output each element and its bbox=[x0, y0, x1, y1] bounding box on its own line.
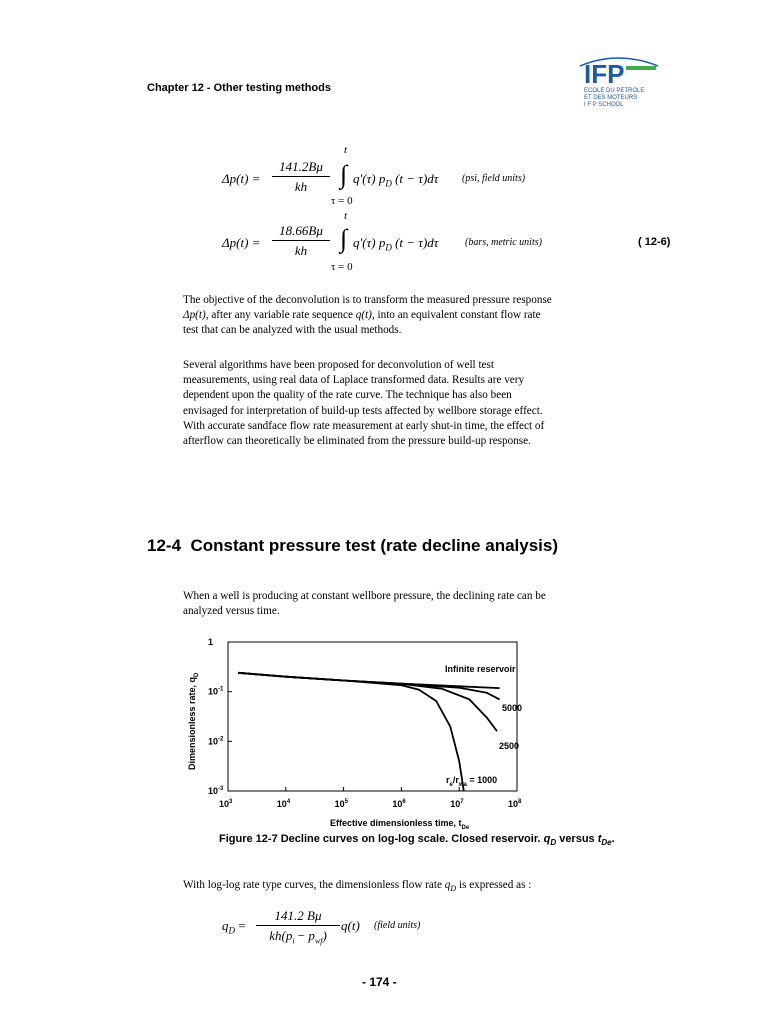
paragraph-constant-pressure bbox=[183, 589, 683, 619]
section-title: Constant pressure test (rate decline analysis) bbox=[190, 536, 559, 555]
paragraph-qd-definition bbox=[183, 878, 683, 896]
p2-line: envisaged for interpretation of build-up tests affected by wellbore storage effect. bbox=[183, 404, 543, 417]
p2-line: dependent upon the quality of the rate curve. The technique has also been bbox=[183, 389, 512, 402]
x-tick-label: $10^3$ bbox=[219, 799, 233, 809]
eq2-lower-limit: τ = 0 bbox=[331, 261, 353, 273]
series-label-infinite: Infinite reservoir bbox=[445, 664, 516, 674]
eq1-denominator: kh bbox=[294, 179, 308, 194]
y-tick-label: $10^{-2}$ bbox=[208, 736, 224, 747]
eq2-integrand-head: q'(τ) p bbox=[353, 235, 386, 250]
eq1-upper-limit: t bbox=[344, 144, 348, 156]
eq2-numerator: 18.66Bμ bbox=[272, 223, 330, 241]
p2-line: Several algorithms have been proposed for deconvolution of well test bbox=[183, 359, 494, 371]
eq2-integral-sign: ∫ bbox=[340, 224, 348, 253]
figure-caption bbox=[219, 833, 615, 847]
qd-den-i: i bbox=[292, 936, 295, 946]
eq2-integrand bbox=[353, 235, 438, 253]
p4-var-q: q bbox=[444, 879, 451, 891]
p4-var-sub: D bbox=[450, 884, 457, 894]
paragraph-deconvolution-objective bbox=[183, 293, 683, 339]
caption-q: q bbox=[543, 833, 551, 845]
equation-number: ( 12-6) bbox=[638, 236, 671, 248]
ifp-school-logo bbox=[578, 52, 660, 108]
decline-curve-1000 bbox=[238, 673, 464, 791]
p1-line1: The objective of the deconvolution is to transform the measured pressure response bbox=[183, 294, 552, 306]
qd-den-p: p bbox=[285, 928, 293, 943]
series-label-2500: 2500 bbox=[499, 741, 520, 751]
qd-numerator: 141.2 Bμ bbox=[256, 908, 340, 926]
qd-den-wf: wf bbox=[314, 936, 323, 946]
qd-den-p2: p bbox=[308, 928, 315, 943]
eq2-upper-limit: t bbox=[344, 210, 348, 222]
p2-line: With accurate sandface flow rate measurement at early shut-in time, the effect of bbox=[183, 419, 545, 432]
p1-line3: test that can be analyzed with the usual methods. bbox=[183, 324, 402, 337]
p4-text: With log-log rate type curves, the dimensionless flow rate bbox=[183, 879, 445, 891]
series-label-5000: 5000 bbox=[502, 703, 523, 713]
y-axis-label: Dimensionless rate, $q_D$ bbox=[187, 672, 200, 770]
y-tick-label: $10^{-1}$ bbox=[208, 686, 224, 697]
logo-line3: I F P SCHOOL bbox=[584, 102, 624, 108]
qd-lhs-q: q bbox=[222, 918, 229, 933]
qd-den-minus: − bbox=[297, 928, 306, 943]
decline-curves-chart bbox=[180, 630, 560, 830]
eq1-lhs: Δp(t) = bbox=[222, 171, 261, 186]
eq1-integral-sign: ∫ bbox=[340, 160, 348, 189]
y-tick-label: $10^{-3}$ bbox=[208, 786, 224, 796]
qd-fraction bbox=[256, 908, 340, 946]
eq1-integrand-sub: D bbox=[385, 178, 392, 189]
logo-line2: ET DES MOTEURS bbox=[584, 95, 638, 101]
eq1-lower-limit: τ = 0 bbox=[331, 195, 353, 207]
qd-den-kh: kh bbox=[269, 928, 282, 943]
section-heading bbox=[147, 536, 558, 556]
eq1-numerator: 141.2Bμ bbox=[272, 159, 330, 177]
series-label-1000: $r_e/r_{wa} = 1000$ bbox=[446, 775, 498, 788]
p1-line2 bbox=[183, 308, 683, 323]
x-tick-label: $10^5$ bbox=[334, 799, 348, 809]
p2-line: measurements, using real data of Laplace transformed data. Results are very bbox=[183, 374, 525, 387]
qd-equals: = bbox=[238, 918, 246, 933]
p3-line: When a well is producing at constant wellbore pressure, the declining rate can be bbox=[183, 590, 546, 602]
caption-t-sub: De bbox=[601, 838, 612, 848]
logo-stripe bbox=[626, 66, 656, 70]
p1-text2: , into an equivalent constant flow rate bbox=[371, 309, 541, 322]
qd-lhs-sub: D bbox=[228, 925, 235, 936]
qd-denominator: $kh(p_i - p_{wf})$ bbox=[269, 928, 327, 946]
eq2-integrand-sub: D bbox=[385, 242, 392, 253]
x-axis-label: Effective dimensionless time, $t_{De}$ bbox=[330, 818, 470, 830]
caption-q-sub: D bbox=[550, 838, 557, 848]
p3-line: analyzed versus time. bbox=[183, 605, 280, 618]
y-tick-label: 1 bbox=[208, 637, 214, 647]
chapter-title: Chapter 12 - Other testing methods bbox=[147, 82, 331, 94]
qd-unit: (field units) bbox=[374, 920, 421, 931]
logo-mark: IFP bbox=[584, 59, 625, 89]
eq1-integrand-tail: (t − τ)dτ bbox=[395, 171, 439, 186]
logo-line1: ECOLE DU PETROLE bbox=[584, 88, 645, 94]
eq1-integrand-head: q'(τ) p bbox=[353, 171, 386, 186]
eq2-integrand-tail: (t − τ)dτ bbox=[395, 235, 439, 250]
p1-var-dp: Δp(t) bbox=[183, 309, 206, 322]
x-tick-label: $10^6$ bbox=[392, 799, 406, 809]
p4-tail: is expressed as : bbox=[456, 879, 532, 891]
plot-area bbox=[187, 637, 522, 830]
caption-versus: versus bbox=[556, 833, 598, 845]
eq2-fraction bbox=[272, 223, 330, 259]
eq2-denominator: kh bbox=[294, 243, 308, 258]
x-tick-label: $10^4$ bbox=[276, 799, 291, 809]
eq2-unit: (bars, metric units) bbox=[465, 237, 542, 248]
caption-end: . bbox=[611, 833, 615, 845]
qd-lhs bbox=[222, 918, 246, 936]
p2-line: afterflow can theoretically be eliminated from the pressure build-up response. bbox=[183, 435, 531, 448]
qd-rhs: q(t) bbox=[341, 918, 360, 933]
eq1-unit: (psi, field units) bbox=[462, 173, 526, 184]
caption-text: Figure 12-7 Decline curves on log-log scale. Closed reservoir. bbox=[219, 833, 544, 845]
paragraph-algorithms bbox=[183, 358, 683, 449]
eq1-fraction bbox=[272, 159, 330, 195]
eq2-lhs: Δp(t) = bbox=[222, 235, 261, 250]
page-number: - 174 - bbox=[362, 975, 397, 989]
p1-text1: , after any variable rate sequence bbox=[205, 309, 356, 322]
x-tick-label: $10^8$ bbox=[508, 799, 522, 809]
decline-curve-infinite-reservoir bbox=[238, 673, 499, 688]
eq1-integrand bbox=[353, 171, 438, 189]
caption-t: t bbox=[597, 833, 602, 845]
x-tick-label: $10^7$ bbox=[450, 799, 464, 809]
section-number: 12-4 bbox=[147, 536, 182, 555]
p1-var-q: q(t) bbox=[355, 309, 372, 322]
